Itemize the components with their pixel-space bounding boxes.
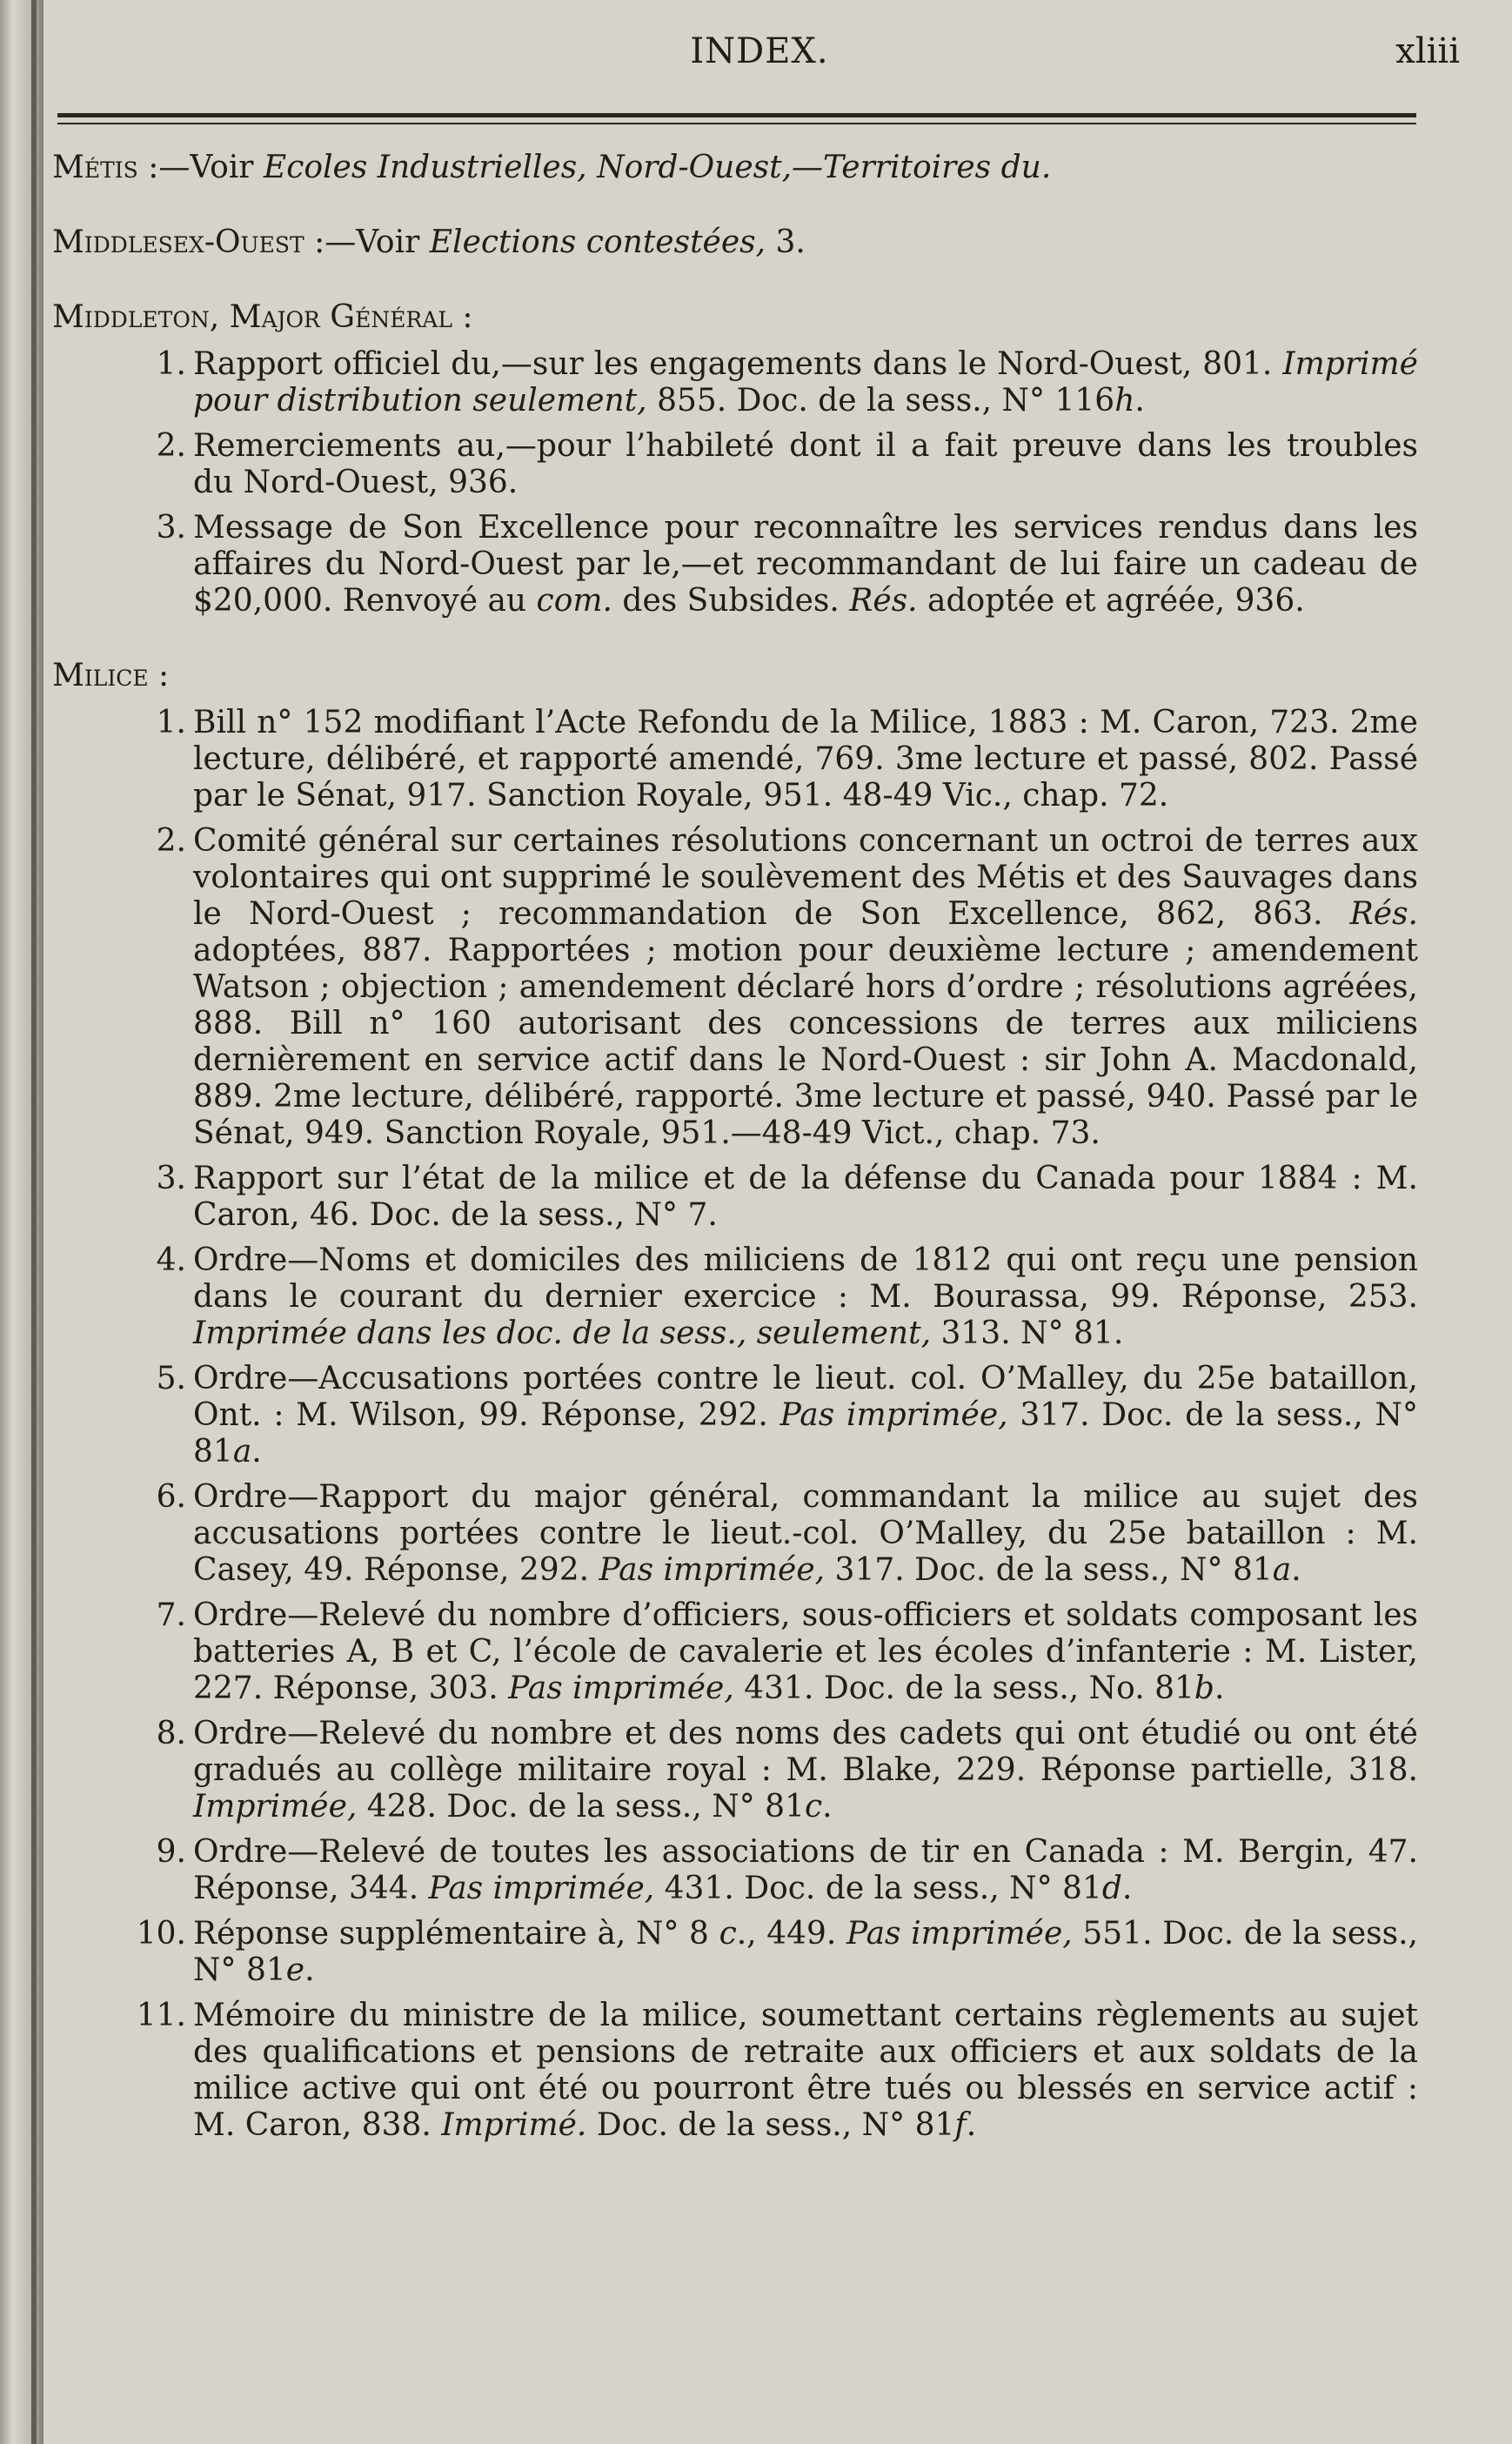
item-number: 2. bbox=[156, 823, 186, 859]
list-item: 5. Ordre—Accusations portées contre le lieut. col. O’Malley, du 25e bataillon, Ont. : M. Wilson, 99. Réponse, 292. Pas imprimée, 317. Doc. de la sess., N° 81a. bbox=[52, 1361, 1418, 1470]
item-number: 5. bbox=[156, 1361, 186, 1396]
item-number: 10. bbox=[136, 1916, 186, 1952]
list-item: 2. Comité général sur certaines résolutions concernant un octroi de terres aux volontaires qui ont supprimé le soulèvement des Métis et des Sauvages dans le Nord-Ouest ; recommandation de Son Excellence, 862, 863. Rés. adoptées, 887. Rapportées ; motion pour deuxième lecture ; amendement Watson ; objection ; amendement déclaré hors d’ordre ; résolutions agréées, 888. Bill n° 160 autorisant des concessions de terres aux miliciens dernièrement en service actif dans le Nord-Ouest : sir John A. Macdonald, 889. 2me lecture, délibéré, rapporté. 3me lecture et passé, 940. Passé par le Sénat, 949. Sanction Royale, 951.—48-49 Vict., chap. 73. bbox=[52, 823, 1418, 1152]
item-number: 8. bbox=[156, 1716, 186, 1751]
index-entry-milice bbox=[52, 658, 1418, 2144]
entry-heading: Métis : bbox=[52, 150, 159, 185]
list-item: 9. Ordre—Relevé de toutes les associations de tir en Canada : M. Bergin, 47. Réponse, 344. Pas imprimée, 431. Doc. de la sess., N° 81d. bbox=[52, 1834, 1418, 1907]
list-item: 8. Ordre—Relevé du nombre et des noms des cadets qui ont étudié ou ont été gradués au collège militaire royal : M. Blake, 229. Réponse partielle, 318. Imprimée, 428. Doc. de la sess., N° 81c. bbox=[52, 1716, 1418, 1825]
index-page bbox=[43, 0, 1512, 2444]
index-entry-middleton bbox=[52, 299, 1418, 619]
entry-heading: Milice : bbox=[52, 658, 170, 693]
page-header bbox=[59, 31, 1460, 84]
item-number: 3. bbox=[156, 1161, 186, 1196]
entry-reference: Ecoles Industrielles, Nord-Ouest,—Territoires du. bbox=[263, 150, 1052, 185]
list-item: 2. Remerciements au,—pour l’habileté dont il a fait preuve dans les troubles du Nord-Ouest, 936. bbox=[52, 428, 1418, 501]
page-title: INDEX. bbox=[690, 31, 829, 71]
entry-heading: Middlesex-Ouest : bbox=[52, 224, 325, 260]
list-item: 3. Rapport sur l’état de la milice et de la défense du Canada pour 1884 : M. Caron, 46. Doc. de la sess., N° 7. bbox=[52, 1161, 1418, 1234]
list-item: 11. Mémoire du ministre de la milice, soumettant certains règlements au sujet des qualifications et pensions de retraite aux officiers et aux soldats de la milice active qui ont été ou pourront être tués ou blessés en service actif : M. Caron, 838. Imprimé. Doc. de la sess., N° 81f. bbox=[52, 1998, 1418, 2144]
entry-text: —Voir bbox=[324, 224, 430, 260]
item-number: 1. bbox=[156, 705, 186, 740]
list-item: 10. Réponse supplémentaire à, N° 8 c., 449. Pas imprimée, 551. Doc. de la sess., N° 81e. bbox=[52, 1916, 1418, 1989]
item-number: 2. bbox=[156, 428, 186, 464]
list-item: 1. Rapport officiel du,—sur les engagements dans le Nord-Ouest, 801. Imprimé pour distribution seulement, 855. Doc. de la sess., N° 116h. bbox=[52, 346, 1418, 419]
item-number: 7. bbox=[156, 1597, 186, 1633]
list-item: 3. Message de Son Excellence pour reconnaître les services rendus dans les affaires du Nord-Ouest par le,—et recommandant de lui faire un cadeau de $20,000. Renvoyé au com. des Subsides. Rés. adoptée et agréée, 936. bbox=[52, 510, 1418, 619]
list-item: 6. Ordre—Rapport du major général, commandant la milice au sujet des accusations portées contre le lieut.-col. O’Malley, du 25e bataillon : M. Casey, 49. Réponse, 292. Pas imprimée, 317. Doc. de la sess., N° 81a. bbox=[52, 1479, 1418, 1589]
item-number: 6. bbox=[156, 1479, 186, 1515]
page-number: xliii bbox=[1395, 31, 1460, 71]
item-number: 4. bbox=[156, 1242, 186, 1278]
item-number: 9. bbox=[156, 1834, 186, 1870]
header-rule-thin bbox=[57, 123, 1416, 124]
header-rule-thick bbox=[57, 113, 1416, 117]
book-binding bbox=[0, 0, 43, 2444]
entry-heading: Middleton, Major Général : bbox=[52, 299, 473, 335]
list-item: 7. Ordre—Relevé du nombre d’officiers, sous-officiers et soldats composant les batteries A, B et C, l’école de cavalerie et les écoles d’infanterie : M. Lister, 227. Réponse, 303. Pas imprimée, 431. Doc. de la sess., No. 81b. bbox=[52, 1597, 1418, 1707]
item-number: 1. bbox=[156, 346, 186, 382]
item-number: 3. bbox=[156, 510, 186, 546]
list-item: 1. Bill n° 152 modifiant l’Acte Refondu de la Milice, 1883 : M. Caron, 723. 2me lecture, délibéré, et rapporté amendé, 769. 3me lecture et passé, 802. Passé par le Sénat, 917. Sanction Royale, 951. 48-49 Vic., chap. 72. bbox=[52, 705, 1418, 814]
item-number: 11. bbox=[136, 1998, 186, 2033]
index-entry-middlesex-ouest bbox=[52, 224, 1418, 261]
entry-reference: Elections contestées, bbox=[429, 224, 766, 260]
index-content bbox=[52, 150, 1418, 2182]
list-item: 4. Ordre—Noms et domiciles des miliciens de 1812 qui ont reçu une pension dans le courant du dernier exercice : M. Bourassa, 99. Réponse, 253. Imprimée dans les doc. de la sess., seulement, 313. N° 81. bbox=[52, 1242, 1418, 1352]
entry-text: —Voir bbox=[158, 150, 264, 185]
binding-edge bbox=[31, 0, 37, 2444]
entry-tail: 3. bbox=[766, 224, 806, 260]
index-entry-metis bbox=[52, 150, 1418, 186]
